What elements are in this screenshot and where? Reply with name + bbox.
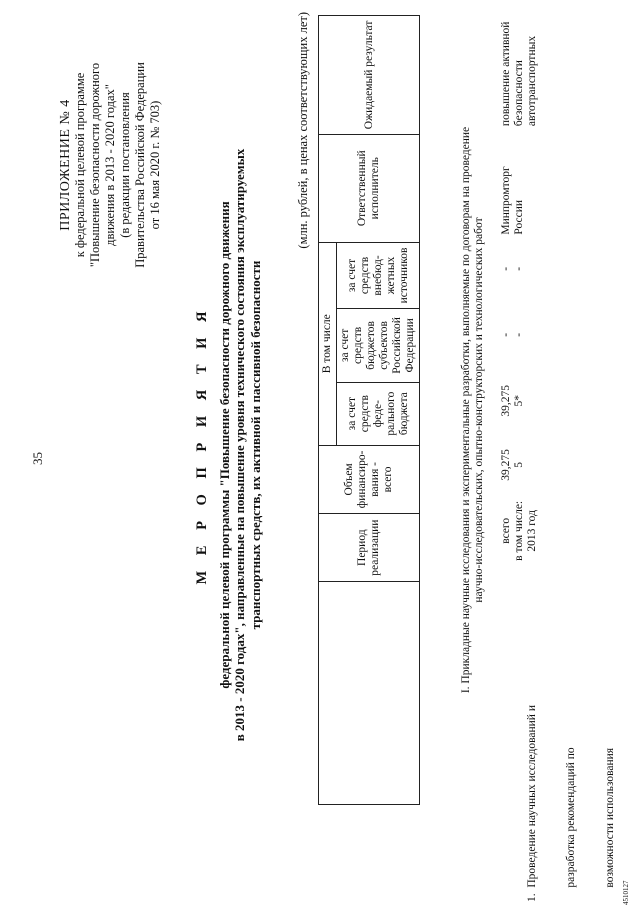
row-regional <box>500 300 640 370</box>
heading-line: в 2013 - 2020 годах", направленные на повышение уровня технического состояния эксплуатируемых <box>232 148 247 742</box>
appendix-line: "Повышение безопасности дорожного <box>88 62 102 268</box>
row-regional-line: - <box>500 332 512 337</box>
table-row <box>500 5 640 905</box>
row-name-line: 1. Проведение научных исследований и <box>526 705 538 902</box>
row-executor-line: России <box>513 199 525 235</box>
section-title-line: научно-исследовательских, опытно-конструкторских и технологических работ <box>473 217 485 603</box>
header-result: Ожидаемый результат <box>319 16 420 135</box>
appendix-block <box>58 5 163 325</box>
row-name <box>500 564 640 905</box>
header-total: Объем финансиро-вания - всего <box>319 445 420 513</box>
row-period-line: в том числе: <box>513 500 525 561</box>
appendix-line: Правительства Российской Федерации <box>133 62 147 268</box>
row-regional-line: - <box>513 332 525 337</box>
section-title <box>460 10 486 810</box>
row-result-line: автотранспортных <box>526 35 538 127</box>
page-number: 35 <box>30 452 45 465</box>
header-period: Период реализации <box>319 514 420 582</box>
unit-note: (млн. рублей, в ценах соответствующих лет) <box>296 12 310 249</box>
footer-code: 4510127 <box>622 880 630 905</box>
header-regional: за счет средств бюджетов субъектов Российской Федерации <box>337 309 420 382</box>
header-executor: Ответственный исполнитель <box>319 134 420 242</box>
appendix-line: (в редакции постановления <box>118 92 132 238</box>
appendix-line: от 16 мая 2020 г. № 703) <box>148 100 162 230</box>
header-in-that: В том числе <box>319 242 337 445</box>
row-period-line: всего <box>500 517 512 544</box>
heading-line: транспортных средств, их активной и пассивной безопасности <box>247 260 263 630</box>
row-result-line: повышение активной <box>500 21 512 127</box>
appendix-line: движения в 2013 - 2020 годах" <box>103 84 117 246</box>
appendix-line: к федеральной целевой программе <box>73 72 87 258</box>
funding-table-header <box>318 15 420 805</box>
section-title-line: I. Прикладные научные исследования и экспериментальные разработки, выполняемые по договорам на проведение <box>460 126 472 694</box>
row-extrabudget <box>500 238 640 300</box>
row-name-line: возможности использования <box>604 747 616 902</box>
row-result <box>500 5 640 129</box>
row-federal <box>500 370 640 432</box>
row-period-line: 2013 год <box>526 510 538 552</box>
row-executor-line: Минпромторг <box>500 166 512 235</box>
heading-line: федеральной целевой программы "Повышение безопасности дорожного движения <box>216 201 232 689</box>
document-heading <box>195 65 263 825</box>
heading-title: М Е Р О П Р И Я Т И Я <box>194 305 210 585</box>
row-total-line: 39,275 <box>500 449 512 481</box>
row-federal-line: 5* <box>513 395 525 407</box>
header-federal: за счет средств феде-рального бюджета <box>337 382 420 445</box>
row-extrabudget-line: - <box>513 266 525 271</box>
row-period <box>500 498 640 564</box>
row-executor <box>500 129 640 238</box>
row-federal-line: 39,275 <box>500 384 512 417</box>
header-extrabudget: за счет средств внебюд-жетных источников <box>337 242 420 308</box>
appendix-title: ПРИЛОЖЕНИЕ № 4 <box>58 99 73 231</box>
row-name-line: разработка рекомендаций по <box>565 747 577 902</box>
row-total <box>500 432 640 498</box>
row-total-line: 5 <box>513 462 525 468</box>
row-extrabudget-line: - <box>500 266 512 271</box>
header-blank <box>319 582 420 805</box>
row-result-line: безопасности <box>513 60 525 127</box>
